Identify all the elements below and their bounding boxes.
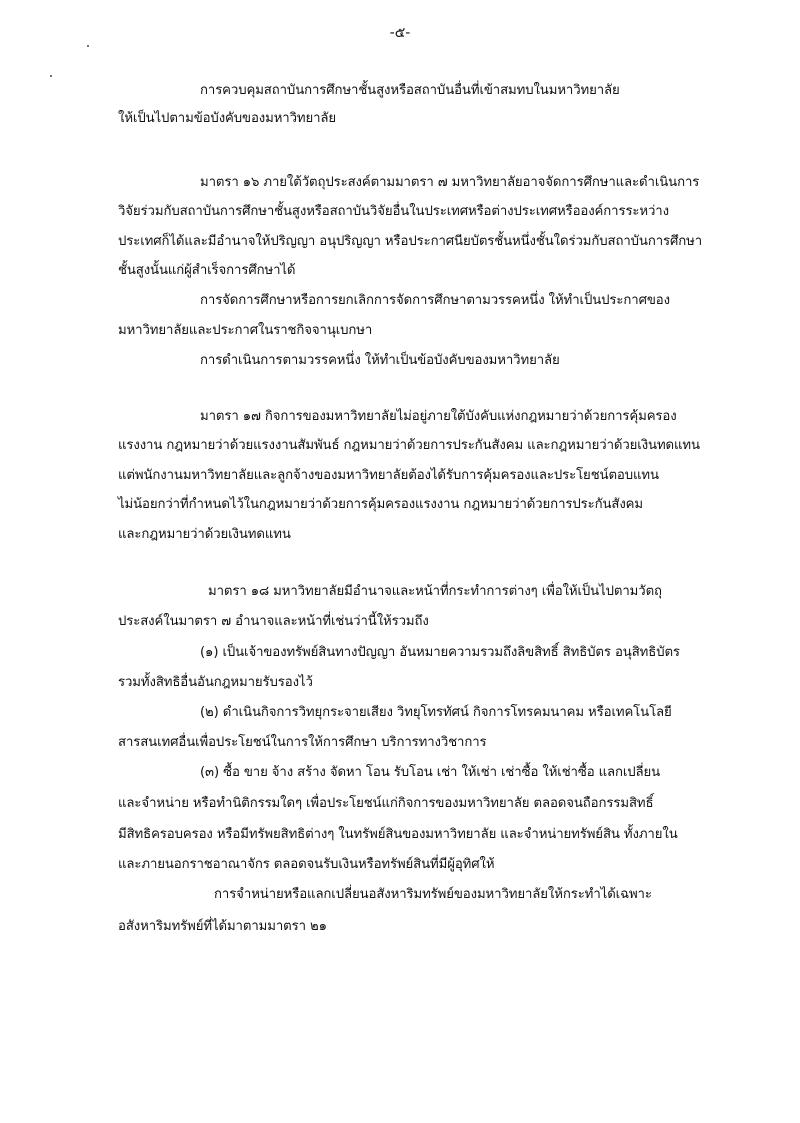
section-16-line: มาตรา ๑๖ ภายใต้วัตถุประสงค์ตามมาตรา ๗ มหาวิทยาลัยอาจจัดการศึกษาและดำเนินการ [200,175,700,190]
paragraph-line: การควบคุมสถาบันการศึกษาชั้นสูงหรือสถาบันอื่นที่เข้าสมทบในมหาวิทยาลัย [200,83,620,98]
section-18-line: ประสงค์ในมาตรา ๗ อำนาจและหน้าที่เช่นว่านี้ให้รวมถึง [118,614,429,629]
paragraph-line: อสังหาริมทรัพย์ที่ได้มาตามมาตรา ๒๑ [118,919,327,934]
paragraph-line: การจำหน่ายหรือแลกเปลี่ยนอสังหาริมทรัพย์ของมหาวิทยาลัยให้กระทำได้เฉพาะ [214,887,652,902]
section-16-line: ชั้นสูงนั้นแก่ผู้สำเร็จการศึกษาได้ [118,263,296,278]
clause-2-line: สารสนเทศอื่นเพื่อประโยชน์ในการให้การศึกษา บริการทางวิชาการ [118,735,487,750]
clause-2-line: (๒) ดำเนินกิจการวิทยุกระจายเสียง วิทยุโทรทัศน์ กิจการโทรคมนาคม หรือเทคโนโลยี [200,705,672,720]
scan-speck [87,45,89,47]
section-17-line: และกฎหมายว่าด้วยเงินทดแทน [118,527,291,542]
paragraph-line: การจัดการศึกษาหรือการยกเลิกการจัดการศึกษาตามวรรคหนึ่ง ให้ทำเป็นประกาศของ [200,293,670,308]
paragraph-line: การดำเนินการตามวรรคหนึ่ง ให้ทำเป็นข้อบังคับของมหาวิทยาลัย [200,353,560,368]
section-16-line: วิจัยร่วมกับสถาบันการศึกษาชั้นสูงหรือสถาบันวิจัยอื่นในประเทศหรือต่างประเทศหรือองค์การระหว่าง [118,204,669,219]
page-number: -๕- [389,25,411,41]
paragraph-line: มหาวิทยาลัยและประกาศในราชกิจจานุเบกษา [118,323,373,338]
section-17-line: มาตรา ๑๗ กิจการของมหาวิทยาลัยไม่อยู่ภายใต้บังคับแห่งกฎหมายว่าด้วยการคุ้มครอง [200,409,677,424]
clause-3-line: มีสิทธิครอบครอง หรือมีทรัพยสิทธิต่างๆ ในทรัพย์สินของมหาวิทยาลัย และจำหน่ายทรัพย์สิน ทั้งภายใน [118,827,678,842]
paragraph-line: ให้เป็นไปตามข้อบังคับของมหาวิทยาลัย [118,111,337,126]
scan-speck [50,75,52,77]
clause-1-line: (๑) เป็นเจ้าของทรัพย์สินทางปัญญา อันหมายความรวมถึงลิขสิทธิ์ สิทธิบัตร อนุสิทธิบัตร [200,645,680,660]
clause-3-line: และภายนอกราชอาณาจักร ตลอดจนรับเงินหรือทรัพย์สินที่มีผู้อุทิศให้ [118,857,495,872]
clause-3-line: (๓) ซื้อ ขาย จ้าง สร้าง จัดหา โอน รับโอน เช่า ให้เช่า เช่าซื้อ ให้เช่าซื้อ แลกเปลี่ยน [200,765,661,780]
clause-1-line: รวมทั้งสิทธิอื่นอันกฎหมายรับรองไว้ [118,675,313,690]
section-17-line: ไม่น้อยกว่าที่กำหนดไว้ในกฎหมายว่าด้วยการคุ้มครองแรงงาน กฎหมายว่าด้วยการประกันสังคม [118,497,643,512]
section-17-line: แรงงาน กฎหมายว่าด้วยแรงงานสัมพันธ์ กฎหมายว่าด้วยการประกันสังคม และกฎหมายว่าด้วยเงินทดแทน [118,438,700,453]
section-17-line: แต่พนักงานมหาวิทยาลัยและลูกจ้างของมหาวิทยาลัยต้องได้รับการคุ้มครองและประโยชน์ตอบแทน [118,468,659,483]
section-18-line: มาตรา ๑๘ มหาวิทยาลัยมีอำนาจและหน้าที่กระทำการต่างๆ เพื่อให้เป็นไปตามวัตถุ [208,584,662,599]
section-16-line: ประเทศก็ได้และมีอำนาจให้ปริญญา อนุปริญญา หรือประกาศนียบัตรชั้นหนึ่งชั้นใดร่วมกับสถาบันการศึกษา [118,234,703,249]
clause-3-line: และจำหน่าย หรือทำนิติกรรมใดๆ เพื่อประโยชน์แก่กิจการของมหาวิทยาลัย ตลอดจนถือกรรมสิทธิ์ [118,796,654,811]
